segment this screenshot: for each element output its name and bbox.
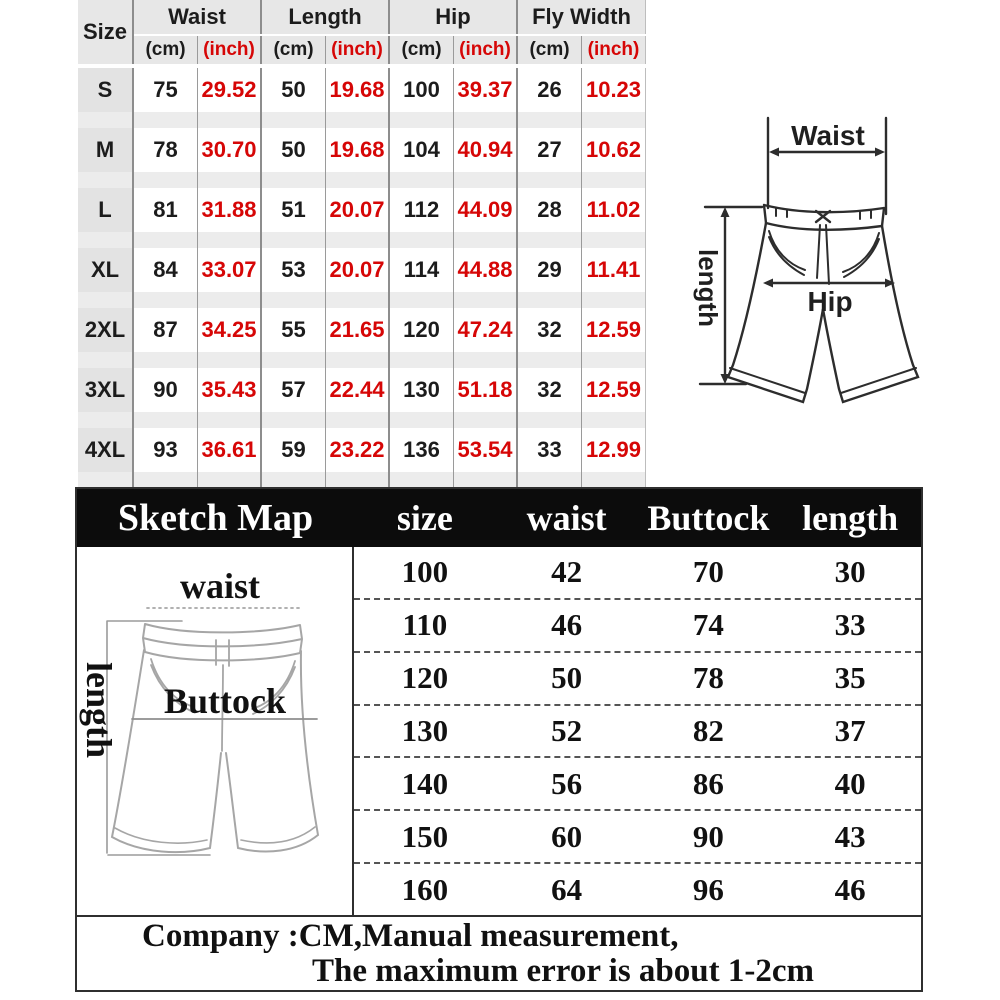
cell-length: 30: [834, 554, 866, 590]
cell-fly-inch: 11.02: [582, 188, 646, 248]
cell-size: S: [78, 68, 134, 128]
cell-hip-cm: 120: [390, 308, 454, 368]
cell-length: 33: [834, 607, 866, 643]
waist-measure-label: waist: [180, 566, 260, 606]
cell-fly-inch: 10.62: [582, 128, 646, 188]
unit-cm: (cm): [518, 36, 582, 64]
cell-waist-inch: 33.07: [198, 248, 262, 308]
cell-waist: 52: [551, 713, 583, 748]
column-header-buttock: Buttock: [647, 498, 770, 538]
kids-table-body: [77, 547, 921, 915]
cell-waist-inch: 35.43: [198, 368, 262, 428]
cell-size: XL: [78, 248, 134, 308]
cell-waist: 46: [551, 607, 583, 643]
cell-size: 130: [401, 713, 449, 748]
cell-size: 3XL: [78, 368, 134, 428]
cell-waist-inch: 36.61: [198, 428, 262, 488]
unit-inch: (inch): [326, 36, 390, 64]
cell-waist: 64: [551, 871, 583, 907]
sketch-map-header: Sketch Map: [117, 497, 314, 539]
cell-length-inch: 23.22: [326, 428, 390, 488]
cell-waist: 56: [551, 765, 583, 801]
cell-waist-cm: 93: [134, 428, 198, 488]
adult-size-table-header: [78, 0, 646, 68]
table-row: [78, 68, 646, 128]
cell-buttock: 70: [692, 554, 724, 590]
cell-waist: 50: [551, 660, 583, 696]
cell-waist-inch: 29.52: [198, 68, 262, 128]
cell-size: 160: [401, 871, 449, 907]
cell-size: L: [78, 188, 134, 248]
table-row: [354, 600, 921, 653]
cell-waist-inch: 30.70: [198, 128, 262, 188]
unit-inch: (inch): [198, 36, 262, 64]
cell-length-inch: 22.44: [326, 368, 390, 428]
cell-waist: 60: [551, 818, 583, 854]
unit-cm: (cm): [262, 36, 326, 64]
measurement-note: [77, 915, 921, 990]
cell-waist-inch: 34.25: [198, 308, 262, 368]
cell-hip-inch: 51.18: [454, 368, 518, 428]
cell-waist-cm: 84: [134, 248, 198, 308]
cell-fly-cm: 27: [518, 128, 582, 188]
buttock-measure-label: Buttock: [163, 681, 286, 721]
cell-buttock: 78: [692, 660, 724, 696]
cell-length-inch: 21.65: [326, 308, 390, 368]
cell-fly-inch: 12.99: [582, 428, 646, 488]
cell-buttock: 86: [692, 765, 724, 801]
cell-hip-inch: 44.09: [454, 188, 518, 248]
shorts-measurement-diagram: [670, 84, 980, 424]
cell-size: 2XL: [78, 308, 134, 368]
cell-fly-inch: 12.59: [582, 368, 646, 428]
cell-hip-cm: 100: [390, 68, 454, 128]
cell-size: 110: [402, 607, 448, 643]
column-header-waist: waist: [526, 498, 607, 538]
length-measure-label: length: [693, 249, 723, 327]
group-header-fly-width: Fly Width: [518, 0, 646, 34]
unit-cm: (cm): [134, 36, 198, 64]
cell-buttock: 74: [692, 607, 724, 643]
table-row: [78, 248, 646, 308]
cell-length-cm: 51: [262, 188, 326, 248]
cell-hip-inch: 44.88: [454, 248, 518, 308]
cell-waist-cm: 75: [134, 68, 198, 128]
table-row: [354, 547, 921, 600]
sketch-map-panel: [77, 547, 354, 915]
cell-size: 140: [401, 765, 449, 801]
cell-hip-inch: 47.24: [454, 308, 518, 368]
cell-length-cm: 55: [262, 308, 326, 368]
cell-length: 35: [834, 660, 866, 696]
cell-hip-cm: 112: [390, 188, 454, 248]
cell-buttock: 96: [692, 871, 724, 907]
table-row: [78, 308, 646, 368]
cell-length-inch: 19.68: [326, 68, 390, 128]
cell-length-cm: 50: [262, 68, 326, 128]
unit-inch: (inch): [454, 36, 518, 64]
cell-length-cm: 59: [262, 428, 326, 488]
note-line-1: Company :CM,Manual measurement,: [142, 918, 679, 954]
kids-table-header: [77, 489, 921, 547]
cell-waist-cm: 90: [134, 368, 198, 428]
table-row: [354, 758, 921, 811]
cell-waist: 42: [551, 554, 583, 590]
size-column-header: Size: [78, 0, 134, 64]
length-measure-label: length: [79, 661, 119, 758]
cell-fly-cm: 28: [518, 188, 582, 248]
cell-length: 43: [834, 818, 866, 854]
kids-size-table: [354, 547, 921, 915]
cell-hip-cm: 114: [390, 248, 454, 308]
cell-fly-inch: 10.23: [582, 68, 646, 128]
group-header-hip: Hip: [390, 0, 518, 34]
cell-length: 40: [834, 765, 866, 801]
cell-fly-cm: 32: [518, 308, 582, 368]
group-header-waist: Waist: [134, 0, 262, 34]
cell-size: 150: [401, 818, 449, 854]
cell-waist-cm: 87: [134, 308, 198, 368]
cell-hip-inch: 53.54: [454, 428, 518, 488]
cell-fly-cm: 26: [518, 68, 582, 128]
hip-measure-label: Hip: [807, 286, 853, 317]
cell-length-cm: 57: [262, 368, 326, 428]
cell-hip-inch: 40.94: [454, 128, 518, 188]
cell-waist-cm: 78: [134, 128, 198, 188]
cell-hip-cm: 104: [390, 128, 454, 188]
cell-fly-inch: 11.41: [582, 248, 646, 308]
group-header-length: Length: [262, 0, 390, 34]
table-row: [78, 128, 646, 188]
column-header-length: length: [802, 498, 899, 538]
cell-hip-cm: 130: [390, 368, 454, 428]
cell-fly-inch: 12.59: [582, 308, 646, 368]
column-header-size: size: [396, 498, 453, 538]
table-row: [78, 428, 646, 488]
kids-size-box: [75, 487, 923, 992]
cell-length-cm: 50: [262, 128, 326, 188]
cell-waist-cm: 81: [134, 188, 198, 248]
cell-fly-cm: 29: [518, 248, 582, 308]
cell-size: 100: [401, 554, 449, 590]
table-row: [354, 706, 921, 759]
cell-length-inch: 20.07: [326, 188, 390, 248]
table-row: [354, 811, 921, 864]
unit-cm: (cm): [390, 36, 454, 64]
table-row: [78, 188, 646, 248]
cell-length-inch: 20.07: [326, 248, 390, 308]
cell-buttock: 90: [692, 818, 724, 854]
cell-size: 4XL: [78, 428, 134, 488]
cell-length: 46: [834, 871, 866, 907]
table-row: [354, 653, 921, 706]
cell-size: 120: [401, 660, 449, 696]
waist-measure-label: Waist: [791, 120, 865, 151]
cell-length-inch: 19.68: [326, 128, 390, 188]
unit-inch: (inch): [582, 36, 646, 64]
cell-length: 37: [834, 713, 866, 748]
cell-hip-inch: 39.37: [454, 68, 518, 128]
cell-size: M: [78, 128, 134, 188]
cell-hip-cm: 136: [390, 428, 454, 488]
adult-size-table: [78, 0, 646, 488]
table-row: [78, 368, 646, 428]
cell-waist-inch: 31.88: [198, 188, 262, 248]
table-row: [354, 864, 921, 915]
cell-fly-cm: 32: [518, 368, 582, 428]
cell-buttock: 82: [692, 713, 724, 748]
cell-length-cm: 53: [262, 248, 326, 308]
cell-fly-cm: 33: [518, 428, 582, 488]
note-line-2: The maximum error is about 1-2cm: [312, 953, 814, 989]
